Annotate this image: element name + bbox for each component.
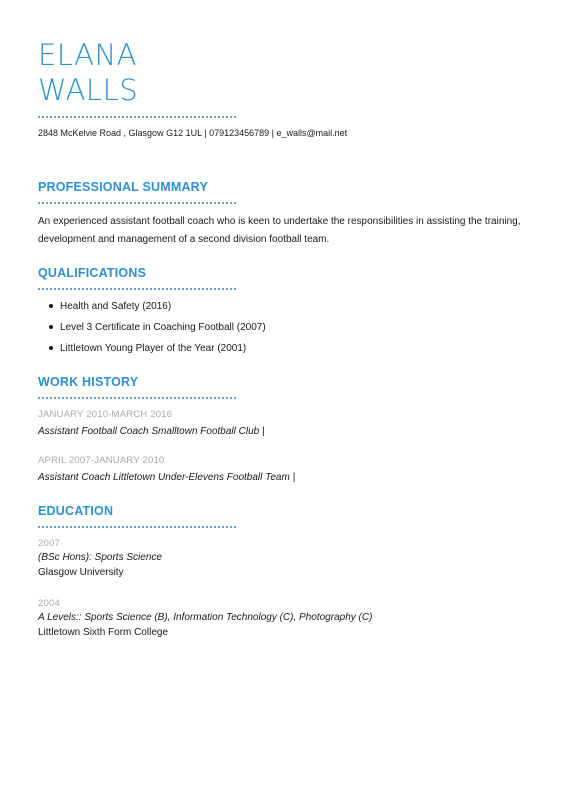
first-name: ELANA xyxy=(38,38,138,72)
contact-info: 2848 McKelvie Road , Glasgow G12 1UL | 079123456789 | e_walls@mail.net xyxy=(38,128,348,138)
education-entry xyxy=(38,538,528,578)
education-entry xyxy=(38,598,528,638)
qualifications-title: QUALIFICATIONS xyxy=(38,266,147,280)
education-entry-institution: Littletown Sixth Form College xyxy=(38,627,169,638)
education-divider xyxy=(38,526,236,528)
qualification-text: Health and Safety (2016) xyxy=(60,301,172,312)
qualification-item xyxy=(38,317,528,338)
education-entry-qualification: A Levels:: Sports Science (B), Information Technology (C), Photography (C) xyxy=(38,612,373,623)
work-entry-role: Assistant Football Coach Smalltown Football Club | xyxy=(38,426,265,437)
work-entry-role: Assistant Coach Littletown Under-Elevens Football Team | xyxy=(38,472,296,483)
qualifications-list xyxy=(38,296,528,359)
bullet-icon xyxy=(49,304,53,308)
work-entry-date: APRIL 2007-JANUARY 2010 xyxy=(38,455,165,466)
bullet-icon xyxy=(49,346,53,350)
work-entry xyxy=(38,455,528,483)
resume-page xyxy=(38,38,528,638)
qualifications-section xyxy=(38,266,528,359)
education-entry-date: 2007 xyxy=(38,538,60,549)
summary-text: An experienced assistant football coach who is keen to undertake the responsibilities in assisting the training, development and management of a second division football team. xyxy=(38,216,521,245)
work-entry xyxy=(38,409,528,437)
work-entry-date: JANUARY 2010-MARCH 2016 xyxy=(38,409,173,420)
education-entry-institution: Glasgow University xyxy=(38,567,124,578)
bullet-icon xyxy=(49,325,53,329)
qualifications-divider xyxy=(38,288,236,290)
summary-section xyxy=(38,180,528,249)
qualification-item xyxy=(38,338,528,359)
work-history-divider xyxy=(38,397,236,399)
resume-header xyxy=(38,38,528,138)
qualification-item xyxy=(38,296,528,317)
work-history-section xyxy=(38,375,528,483)
education-entry-qualification: (BSc Hons): Sports Science xyxy=(38,552,162,563)
summary-title: PROFESSIONAL SUMMARY xyxy=(38,180,208,194)
education-title: EDUCATION xyxy=(38,504,114,518)
header-divider xyxy=(38,116,236,118)
education-entry-date: 2004 xyxy=(38,598,60,609)
summary-divider xyxy=(38,202,236,204)
education-section xyxy=(38,504,528,638)
qualification-text: Level 3 Certificate in Coaching Football (2007) xyxy=(60,322,266,333)
qualification-text: Littletown Young Player of the Year (2001) xyxy=(60,343,247,354)
work-history-title: WORK HISTORY xyxy=(38,375,139,389)
last-name: WALLS xyxy=(38,73,139,107)
